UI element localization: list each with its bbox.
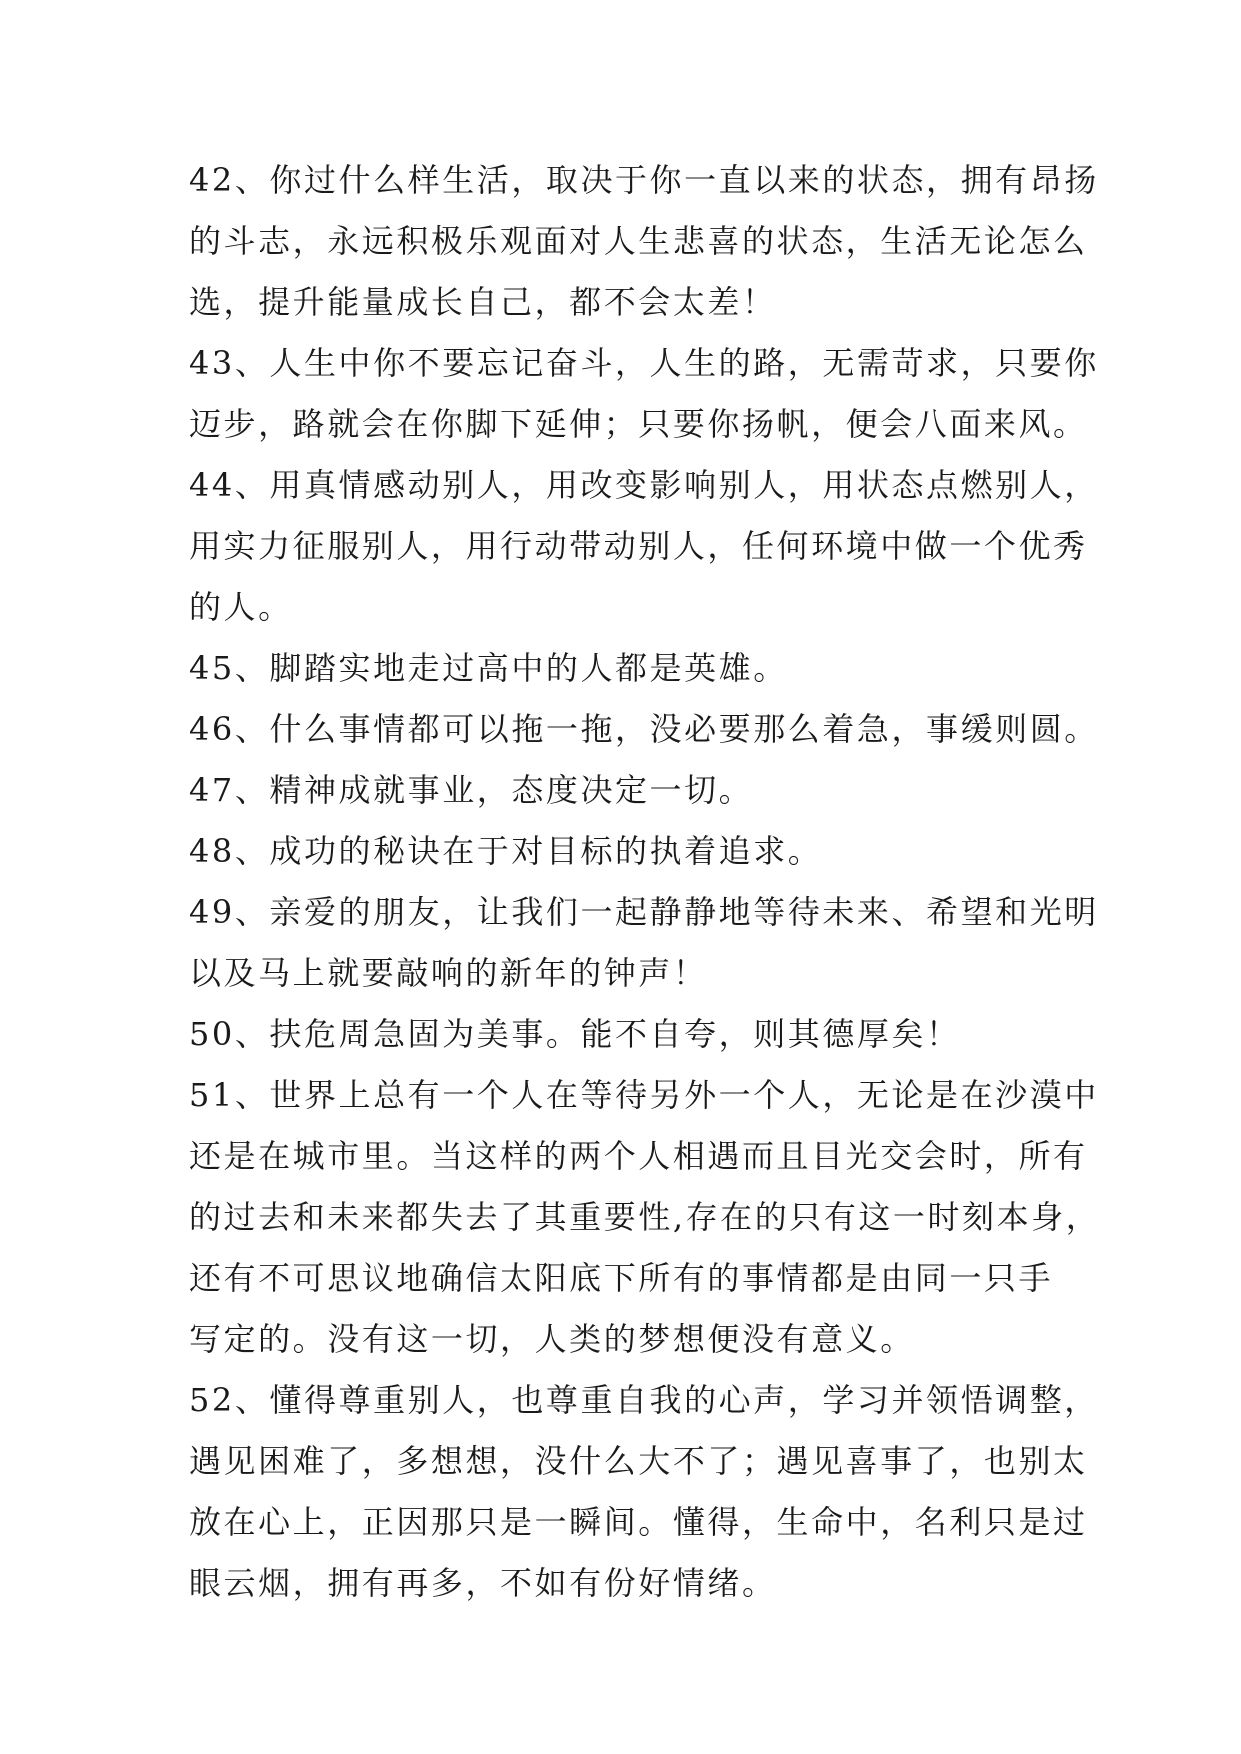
text-line: 还是在城市里。当这样的两个人相遇而且目光交会时，所有 bbox=[189, 1137, 1088, 1175]
text-line: 眼云烟，拥有再多，不如有份好情绪。 bbox=[189, 1564, 777, 1602]
text-line: 47、精神成就事业，态度决定一切。 bbox=[189, 771, 754, 809]
text-line: 的人。 bbox=[189, 588, 293, 626]
text-line: 43、人生中你不要忘记奋斗，人生的路，无需苛求，只要你 bbox=[189, 344, 1099, 382]
text-line: 用实力征服别人，用行动带动别人，任何环境中做一个优秀 bbox=[189, 527, 1088, 565]
text-line: 的过去和未来都失去了其重要性,存在的只有这一时刻本身， bbox=[189, 1198, 1101, 1236]
document-page bbox=[189, 150, 1101, 1614]
text-line: 放在心上，正因那只是一瞬间。懂得，生命中，名利只是过 bbox=[189, 1503, 1088, 1541]
text-line: 以及马上就要敲响的新年的钟声！ bbox=[189, 954, 708, 992]
text-line: 51、世界上总有一个人在等待另外一个人，无论是在沙漠中 bbox=[189, 1076, 1099, 1114]
text-line: 的斗志，永远积极乐观面对人生悲喜的状态，生活无论怎么 bbox=[189, 222, 1088, 260]
text-line: 44、用真情感动别人，用改变影响别人，用状态点燃别人， bbox=[189, 466, 1099, 504]
text-line: 45、脚踏实地走过高中的人都是英雄。 bbox=[189, 649, 788, 687]
text-line: 48、成功的秘诀在于对目标的执着追求。 bbox=[189, 832, 823, 870]
text-line: 46、什么事情都可以拖一拖，没必要那么着急，事缓则圆。 bbox=[189, 710, 1099, 748]
text-line: 遇见困难了，多想想，没什么大不了；遇见喜事了，也别太 bbox=[189, 1442, 1088, 1480]
text-line: 52、懂得尊重别人，也尊重自我的心声，学习并领悟调整， bbox=[189, 1381, 1099, 1419]
text-line: 迈步，路就会在你脚下延伸；只要你扬帆，便会八面来风。 bbox=[189, 405, 1088, 443]
text-line: 还有不可思议地确信太阳底下所有的事情都是由同一只手 bbox=[189, 1259, 1054, 1297]
text-line: 42、你过什么样生活，取决于你一直以来的状态，拥有昂扬 bbox=[189, 161, 1099, 199]
text-line: 写定的。没有这一切，人类的梦想便没有意义。 bbox=[189, 1320, 915, 1358]
text-line: 选，提升能量成长自己，都不会太差！ bbox=[189, 283, 777, 321]
text-line: 50、扶危周急固为美事。能不自夸，则其德厚矣！ bbox=[189, 1015, 961, 1053]
text-line: 49、亲爱的朋友，让我们一起静静地等待未来、希望和光明 bbox=[189, 893, 1099, 931]
